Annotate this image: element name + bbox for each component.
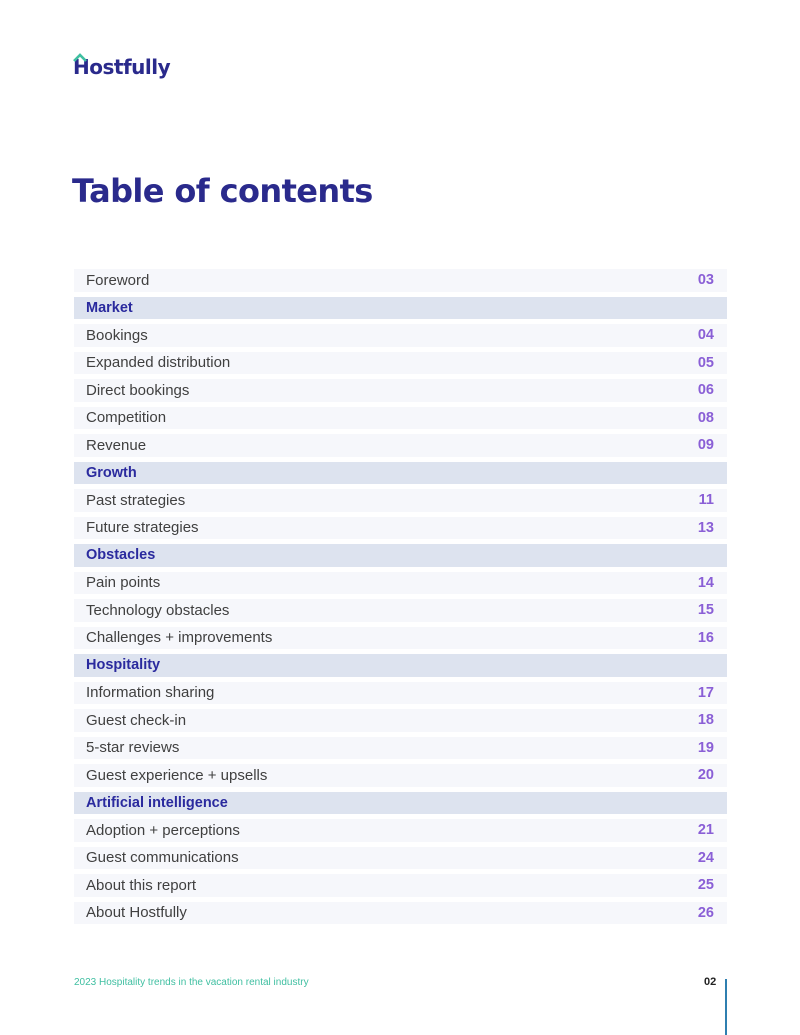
- toc-label: Bookings: [86, 326, 148, 344]
- toc-item[interactable]: [74, 352, 727, 375]
- toc-page-number: 08: [697, 409, 714, 426]
- toc-label: About this report: [86, 876, 197, 894]
- toc-item[interactable]: [74, 572, 727, 595]
- toc-label: Past strategies: [86, 491, 186, 509]
- toc-label: Technology obstacles: [86, 601, 230, 619]
- toc-section-header: [74, 297, 727, 320]
- toc-item[interactable]: [74, 517, 727, 540]
- toc-section-header: [74, 544, 727, 567]
- toc-item[interactable]: [74, 819, 727, 842]
- toc-label: Pain points: [86, 574, 161, 592]
- toc-item[interactable]: [74, 627, 727, 650]
- page-title: Table of contents: [72, 172, 373, 210]
- toc-label: Competition: [86, 409, 167, 427]
- toc-label: Challenges + improvements: [86, 629, 273, 647]
- toc-item[interactable]: [74, 709, 727, 732]
- toc-label: Obstacles: [86, 547, 156, 564]
- footer-text: 2023 Hospitality trends in the vacation rental industry: [74, 977, 309, 988]
- toc-label: Growth: [86, 464, 137, 481]
- toc-item[interactable]: [74, 407, 727, 430]
- toc-page-number: 26: [697, 904, 714, 921]
- toc-page-number: 19: [697, 739, 714, 756]
- toc-page-number: 15: [697, 602, 714, 619]
- toc-label: Guest experience + upsells: [86, 766, 268, 784]
- page-number: 02: [704, 976, 717, 988]
- toc-section-header: [74, 654, 727, 677]
- hostfully-logo: [73, 54, 170, 80]
- toc-page-number: 06: [697, 382, 714, 399]
- toc-item[interactable]: [74, 599, 727, 622]
- toc-label: Guest communications: [86, 849, 239, 867]
- toc-item[interactable]: [74, 434, 727, 457]
- toc-label: Artificial intelligence: [86, 794, 228, 811]
- toc-page-number: 03: [697, 272, 714, 289]
- toc-page-number: 05: [697, 354, 714, 371]
- toc-label: About Hostfully: [86, 904, 187, 922]
- toc-label: Hospitality: [86, 657, 161, 674]
- table-of-contents: [74, 269, 727, 924]
- toc-page-number: 20: [697, 767, 714, 784]
- toc-page-number: 14: [697, 574, 714, 591]
- toc-item[interactable]: [74, 379, 727, 402]
- toc-page-number: 24: [697, 849, 714, 866]
- house-roof-icon: [73, 53, 87, 62]
- toc-item[interactable]: [74, 324, 727, 347]
- toc-item[interactable]: [74, 764, 727, 787]
- toc-page-number: 16: [697, 629, 714, 646]
- toc-item[interactable]: [74, 874, 727, 897]
- toc-page-number: 04: [697, 327, 714, 344]
- toc-page-number: 11: [698, 492, 714, 509]
- toc-item[interactable]: [74, 737, 727, 760]
- toc-page-number: 09: [697, 437, 714, 454]
- logo-text: Hostfully: [73, 55, 171, 79]
- toc-page-number: 13: [697, 519, 714, 536]
- toc-label: 5-star reviews: [86, 739, 180, 757]
- toc-label: Revenue: [86, 436, 147, 454]
- toc-item[interactable]: [74, 682, 727, 705]
- toc-label: Information sharing: [86, 684, 215, 702]
- toc-item[interactable]: [74, 269, 727, 292]
- toc-item[interactable]: [74, 489, 727, 512]
- toc-page-number: 18: [697, 712, 714, 729]
- toc-label: Future strategies: [86, 519, 199, 537]
- toc-label: Direct bookings: [86, 381, 190, 399]
- toc-label: Expanded distribution: [86, 354, 231, 372]
- toc-label: Adoption + perceptions: [86, 821, 240, 839]
- toc-section-header: [74, 462, 727, 485]
- toc-label: Guest check-in: [86, 711, 187, 729]
- toc-page-number: 17: [697, 684, 714, 701]
- toc-item[interactable]: [74, 902, 727, 925]
- page-edge-line: [725, 979, 727, 1035]
- toc-item[interactable]: [74, 847, 727, 870]
- toc-section-header: [74, 792, 727, 815]
- toc-page-number: 25: [697, 877, 714, 894]
- toc-label: Market: [86, 299, 133, 316]
- toc-page-number: 21: [697, 822, 714, 839]
- toc-label: Foreword: [86, 271, 150, 289]
